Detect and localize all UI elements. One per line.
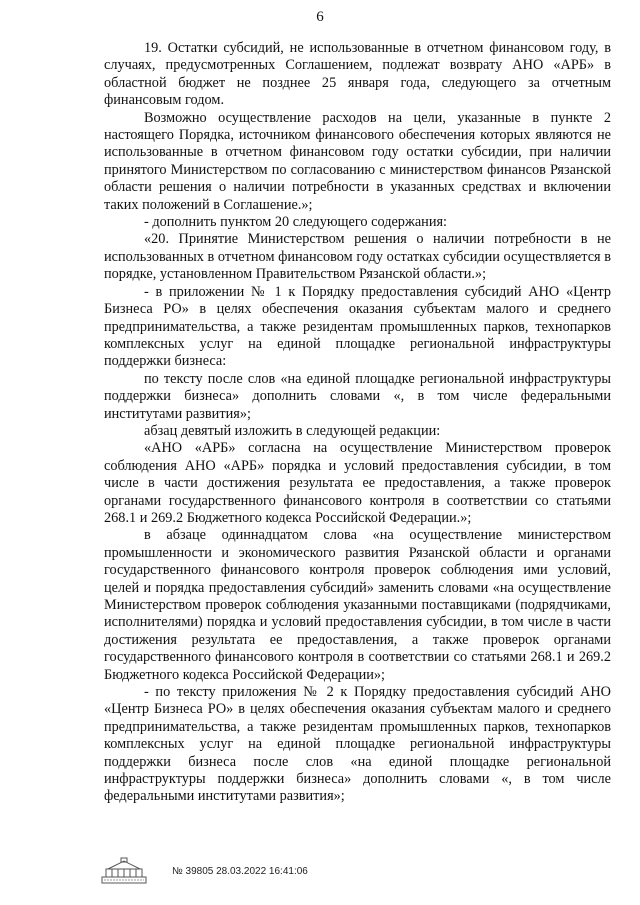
paragraph: Возможно осуществление расходов на цели, указанные в пункте 2 настоящего Порядка, источником финансового обеспечения которых являются не использованные в отчетном финансовом году остатки субсидии, при наличии принятого Министерством по согласованию с министерством финансов Рязанской области решения о наличии потребности в указанных средствах и включении таких положений в Соглашение.»; — [104, 109, 611, 213]
document-body — [104, 40, 611, 806]
paragraph: 19. Остатки субсидий, не использованные в отчетном финансовом году, в случаях, предусмотренных Соглашением, подлежат возврату АНО «АРБ» в областной бюджет не позднее 25 января года, следующего за отчетным финансовым годом. — [104, 40, 611, 109]
paragraph: «20. Принятие Министерством решения о наличии потребности в не использованных в отчетном финансовом году остатках субсидии осуществляется в порядке, установленном Правительством Рязанской области.»; — [104, 231, 611, 283]
paragraph: абзац девятый изложить в следующей редакции: — [144, 422, 441, 439]
registration-number: № 39805 28.03.2022 16:41:06 — [172, 866, 308, 877]
paragraph: в абзаце одиннадцатом слова «на осуществление министерством промышленности и экономического развития Рязанской области и органами государственного финансового контроля проверок соблюдения ими условий, целей и порядка предоставления субсидий» заменить словами «на осуществление Министерством проверок соблюдения указанными поставщиками (подрядчиками, исполнителями) порядка и условий предоставления субсидии, в том числе в части достижения результата ее предоставления, а также проверок органами государственного финансового контроля в соответствии со статьями 268.1 и 269.2 Бюджетного кодекса Российской Федерации»; — [104, 527, 611, 683]
page-number: 6 — [316, 9, 324, 25]
paragraph: - по тексту приложения № 2 к Порядку предоставления субсидий АНО «Центр Бизнеса РО» в целях обеспечения оказания субъектам малого и среднего предпринимательства, а также резидентам промышленных парков, технопарков комплексных услуг на единой площадке региональной инфраструктуры поддержки бизнеса после слов «на единой площадке региональной инфраструктуры поддержки бизнеса» дополнить словами «, в том числе федеральными институтами развития»; — [104, 684, 611, 805]
document-footer — [100, 857, 360, 889]
building-seal-icon — [100, 857, 148, 887]
paragraph: по тексту после слов «на единой площадке региональной инфраструктуры поддержки бизнеса» дополнить словами «, в том числе федеральными институтами развития»; — [104, 370, 611, 422]
paragraph: «АНО «АРБ» согласна на осуществление Министерством проверок соблюдения АНО «АРБ» порядка и условий предоставления субсидии, в том числе в части достижения результата ее предоставления, а также проверок органами государственного финансового контроля в соответствии со статьями 268.1 и 269.2 Бюджетного кодекса Российской Федерации.»; — [104, 440, 611, 526]
paragraph: - в приложении № 1 к Порядку предоставления субсидий АНО «Центр Бизнеса РО» в целях обеспечения оказания субъектам малого и среднего предпринимательства, а также резидентам промышленных парков, технопарков комплексных услуг на единой площадке региональной инфраструктуры поддержки бизнеса: — [104, 283, 611, 370]
paragraph: - дополнить пунктом 20 следующего содержания: — [144, 214, 448, 231]
